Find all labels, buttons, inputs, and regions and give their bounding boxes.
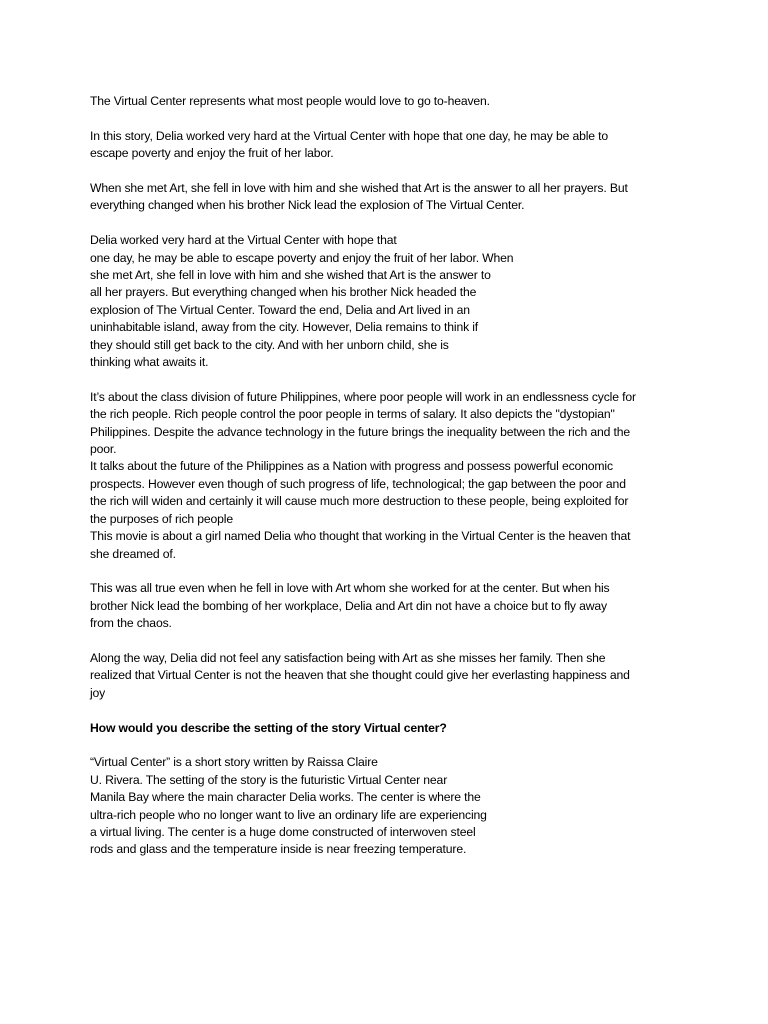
text-line: Philippines. Despite the advance technology in the future brings the inequality between the rich and the (90, 424, 630, 439)
text-line: explosion of The Virtual Center. Toward the end, Delia and Art lived in an (90, 302, 470, 317)
text-line: one day, he may be able to escape poverty and enjoy the fruit of her labor. When (90, 250, 514, 265)
text-line: The Virtual Center represents what most people would love to go to-heaven. (90, 94, 490, 108)
text-line: they should still get back to the city. And with her unborn child, she is (90, 337, 449, 352)
paragraph (90, 389, 690, 459)
text-line: she dreamed of. (90, 546, 176, 561)
text-line: from the chaos. (90, 616, 172, 631)
text-line: everything changed when his brother Nick lead the explosion of The Virtual Center. (90, 198, 525, 213)
text-line: It talks about the future of the Philippines as a Nation with progress and possess powerful economic (90, 459, 613, 474)
text-line: all her prayers. But everything changed when his brother Nick headed the (90, 285, 477, 300)
text-line: It’s about the class division of future Philippines, where poor people will work in an endlessness cycle for (90, 389, 636, 404)
paragraph (90, 528, 690, 563)
paragraph (90, 180, 690, 215)
text-line: the rich will widen and certainly it will cause much more destruction to these people, being exploited for (90, 494, 629, 509)
paragraph (90, 458, 690, 528)
text-line: the rich people. Rich people control the poor people in terms of salary. It also depicts the "dystopian" (90, 407, 615, 422)
text-line: In this story, Delia worked very hard at the Virtual Center with hope that one day, he may be able to (90, 128, 609, 143)
text-line: Manila Bay where the main character Delia works. The center is where the (90, 790, 481, 805)
document-body (90, 93, 690, 876)
paragraph (90, 580, 690, 632)
text-line: a virtual living. The center is a huge dome constructed of interwoven steel (90, 824, 476, 839)
text-line: escape poverty and enjoy the fruit of her labor. (90, 146, 334, 161)
text-line: the purposes of rich people (90, 511, 233, 526)
text-line: Delia worked very hard at the Virtual Center with hope that (90, 233, 397, 248)
text-line: Along the way, Delia did not feel any satisfaction being with Art as she misses her family. Then she (90, 650, 606, 665)
text-line: realized that Virtual Center is not the heaven that she thought could give her everlasting happiness and (90, 668, 630, 683)
text-line: This movie is about a girl named Delia who thought that working in the Virtual Center is the heaven that (90, 529, 631, 544)
text-line: How would you describe the setting of the story Virtual center? (90, 720, 447, 735)
text-line: prospects. However even though of such progress of life, technological; the gap between the poor and (90, 476, 626, 491)
text-line: “Virtual Center” is a short story written by Raissa Claire (90, 755, 378, 770)
paragraph (90, 93, 690, 110)
text-line: This was all true even when he fell in love with Art whom she worked for at the center. But when his (90, 581, 610, 596)
paragraph (90, 754, 690, 858)
text-line: joy (90, 685, 106, 700)
question-heading (90, 720, 690, 737)
paragraph (90, 650, 690, 702)
paragraph (90, 232, 690, 371)
text-line: ultra-rich people who no longer want to live an ordinary life are experiencing (90, 807, 487, 822)
text-line: she met Art, she fell in love with him and she wished that Art is the answer to (90, 268, 491, 283)
text-line: brother Nick lead the bombing of her workplace, Delia and Art din not have a choice but to fly away (90, 598, 607, 613)
text-line: uninhabitable island, away from the city. However, Delia remains to think if (90, 320, 479, 335)
text-line: thinking what awaits it. (90, 355, 209, 370)
paragraph (90, 128, 690, 163)
text-line: When she met Art, she fell in love with him and she wished that Art is the answer to all her prayers. But (90, 181, 628, 195)
text-line: poor. (90, 442, 117, 457)
text-line: rods and glass and the temperature inside is near freezing temperature. (90, 842, 467, 857)
text-line: U. Rivera. The setting of the story is the futuristic Virtual Center near (90, 772, 448, 787)
